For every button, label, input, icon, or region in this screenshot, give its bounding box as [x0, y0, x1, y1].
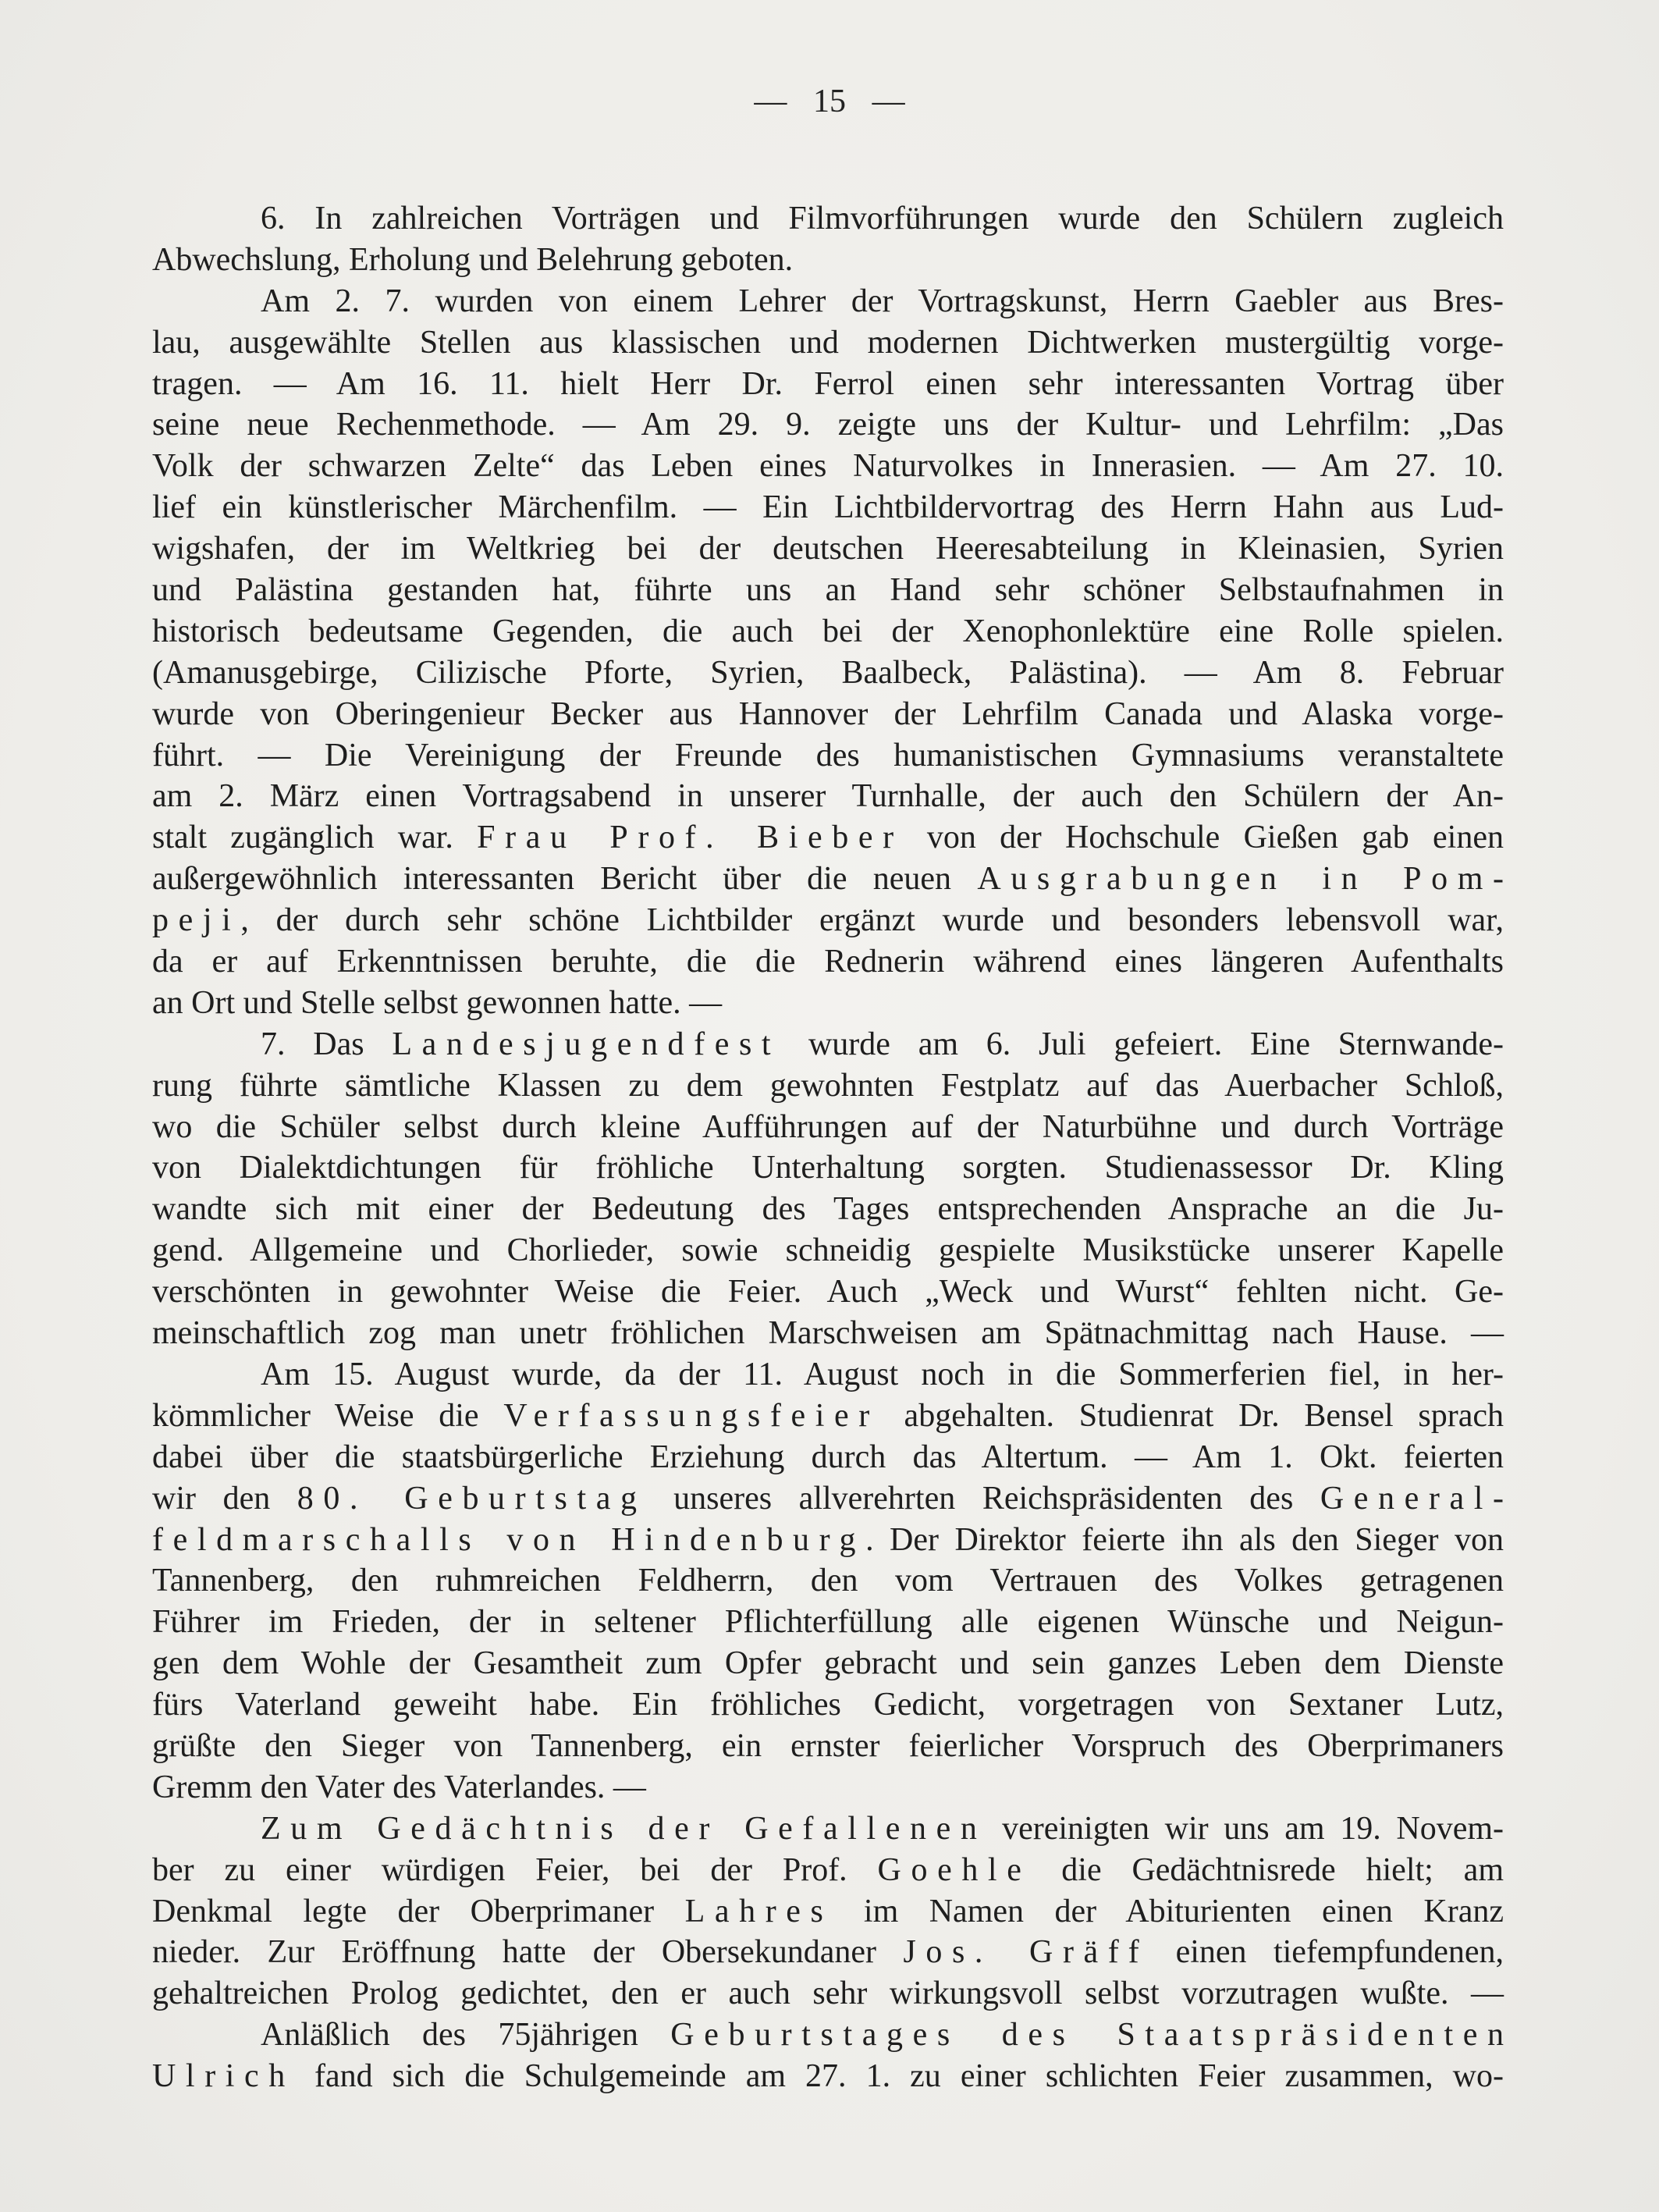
text-line	[152, 1808, 1504, 1850]
line-content	[261, 1811, 1504, 1847]
line-content	[261, 2017, 1514, 2054]
text-line	[152, 1560, 1504, 1602]
text-segment: seine neue Rechenmethode. — Am 29. 9. zeigte uns der Kultur- und Lehrfilm: „Das	[152, 407, 1504, 443]
line-content	[152, 1563, 1504, 1599]
text-segment: Tannenberg, den ruhmreichen Feldherrn, den vom Vertrauen des Volkes getragenen	[152, 1563, 1504, 1599]
paragraph	[152, 198, 1504, 281]
text-line	[152, 1602, 1504, 1643]
text-line	[152, 487, 1504, 528]
text-segment: dabei über die staatsbürgerliche Erziehung durch das Altertum. — Am 1. Okt. feierten	[152, 1439, 1504, 1475]
letterspaced-text: Ausgrabungen in Pom-	[977, 861, 1514, 898]
text-segment: Abwechslung, Erholung und Belehrung geboten.	[152, 241, 794, 278]
text-line	[152, 817, 1504, 859]
text-line	[152, 1932, 1504, 1973]
text-line	[152, 611, 1504, 653]
line-content	[152, 325, 1504, 361]
text-line	[152, 941, 1504, 983]
line-content	[261, 201, 1504, 236]
line-content	[261, 1357, 1504, 1392]
letterspaced-text: Geburtstages des Staatspräsidenten	[670, 2017, 1514, 2054]
letterspaced-text: Landesjugendfest	[392, 1026, 781, 1062]
paragraph	[152, 1024, 1504, 1354]
line-content	[152, 820, 1504, 855]
letterspaced-text: Goehle	[877, 1851, 1032, 1888]
letterspaced-text: 80. Geburtstag	[297, 1480, 647, 1517]
letterspaced-text: General-	[1320, 1480, 1514, 1517]
text-line	[152, 1189, 1504, 1230]
text-line	[152, 2056, 1504, 2097]
text-block	[152, 198, 1514, 2097]
text-line	[152, 1478, 1514, 1520]
letterspaced-text: Frau Prof. Bieber	[477, 820, 904, 856]
line-content	[152, 1728, 1504, 1764]
text-segment: Gremm den Vater des Vaterlandes. —	[152, 1769, 646, 1805]
letterspaced-text: peji	[152, 902, 241, 939]
text-line	[152, 1850, 1504, 1891]
line-content	[152, 407, 1504, 443]
text-segment: an Ort und Stelle selbst gewonnen hatte. —	[152, 984, 723, 1021]
paragraph	[152, 2015, 1514, 2097]
text-segment: tragen. — Am 16. 11. hielt Herr Dr. Ferrol einen sehr interessanten Vortrag über	[152, 365, 1504, 402]
text-segment: von Dialektdichtungen für fröhliche Unterhaltung sorgten. Studienassessor Dr. Kling	[152, 1150, 1504, 1186]
line-content	[152, 655, 1504, 691]
line-content	[152, 1068, 1504, 1104]
text-segment: unseres allverehrten Reichspräsidenten des	[646, 1480, 1320, 1517]
text-line	[152, 1891, 1504, 1933]
line-content	[152, 242, 793, 278]
text-line	[152, 446, 1504, 487]
text-line	[152, 1313, 1504, 1354]
text-line	[152, 1354, 1504, 1396]
text-line	[152, 1024, 1504, 1065]
text-segment: rung führte sämtliche Klassen zu dem gewohnten Festplatz auf das Auerbacher Schloß,	[152, 1067, 1504, 1104]
line-content	[152, 1109, 1504, 1145]
text-line	[152, 1271, 1504, 1313]
text-segment: ber zu einer würdigen Feier, bei der Prof.	[152, 1851, 878, 1888]
text-line	[152, 570, 1504, 611]
text-segment: einen tiefempfundenen,	[1149, 1934, 1504, 1971]
text-segment: am 2. März einen Vortragsabend in unserer Turnhalle, der auch den Schülern der An-	[152, 778, 1504, 815]
text-segment: führt. — Die Vereinigung der Freunde des humanistischen Gymnasiums veranstaltete	[152, 737, 1504, 773]
text-segment: da er auf Erkenntnissen beruhte, die die Rednerin während eines längeren Aufenthalts	[152, 944, 1504, 980]
line-content	[152, 1439, 1504, 1475]
line-content	[152, 1687, 1504, 1723]
line-content	[261, 1026, 1504, 1062]
text-segment: 7. Das	[261, 1026, 393, 1062]
line-content	[152, 489, 1504, 525]
text-segment: abgehalten. Studienrat Dr. Bensel sprach	[879, 1397, 1504, 1434]
text-line	[152, 2015, 1514, 2056]
text-segment: Denkmal legte der Oberprimaner	[152, 1893, 685, 1929]
line-content	[152, 1480, 1514, 1517]
text-segment: , der durch sehr schöne Lichtbilder ergänzt wurde und besonders lebensvoll war,	[240, 902, 1504, 939]
line-content	[152, 531, 1504, 567]
text-segment: 6. In zahlreichen Vorträgen und Filmvorführungen wurde den Schülern zugleich	[261, 201, 1504, 236]
text-segment: nieder. Zur Eröffnung hatte der Obersekundaner	[152, 1934, 904, 1971]
text-line	[152, 1437, 1504, 1478]
text-line	[152, 1520, 1504, 1561]
line-content	[152, 1398, 1504, 1434]
text-line	[152, 900, 1504, 941]
line-content	[152, 572, 1504, 608]
text-line	[152, 281, 1504, 322]
text-segment: wo die Schüler selbst durch kleine Aufführungen auf der Naturbühne und durch Vorträge	[152, 1108, 1504, 1145]
letterspaced-text: Verfassungsfeier	[503, 1397, 879, 1434]
text-line	[152, 1147, 1504, 1189]
letterspaced-text: Ulrich	[152, 2058, 295, 2095]
letterspaced-text: Zum Gedächtnis der Gefallenen	[261, 1810, 987, 1847]
line-content	[152, 1315, 1504, 1351]
text-segment: Volk der schwarzen Zelte“ das Leben eines Naturvolkes in Innerasien. — Am 27. 10.	[152, 448, 1504, 485]
line-content	[152, 2058, 1504, 2094]
text-segment: fürs Vaterland geweiht habe. Ein fröhliches Gedicht, vorgetragen von Sextaner Lutz,	[152, 1687, 1504, 1723]
text-line	[152, 859, 1514, 900]
text-line	[152, 983, 1504, 1024]
letterspaced-text: Jos. Gräff	[903, 1934, 1149, 1971]
text-segment: historisch bedeutsame Gegenden, die auch bei der Xenophonlektüre eine Rolle spielen.	[152, 613, 1504, 649]
line-content	[152, 944, 1504, 980]
text-segment: von der Hochschule Gießen gab einen	[903, 820, 1504, 856]
line-content	[152, 366, 1504, 402]
line-content	[152, 448, 1504, 484]
text-segment: kömmlicher Weise die	[152, 1397, 504, 1434]
text-line	[152, 322, 1504, 364]
text-segment: wigshafen, der im Weltkrieg bei der deutschen Heeresabteilung in Kleinasien, Syrien	[152, 531, 1504, 567]
line-content	[152, 696, 1504, 732]
text-segment: gen dem Wohle der Gesamtheit zum Opfer gebracht und sein ganzes Leben dem Dienste	[152, 1645, 1504, 1682]
text-segment: Am 15. August wurde, da der 11. August noch in die Sommerferien fiel, in her-	[261, 1356, 1504, 1392]
text-segment: gend. Allgemeine und Chorlieder, sowie schneidig gespielte Musikstücke unserer Kapelle	[152, 1232, 1504, 1269]
text-segment: lief ein künstlerischer Märchenfilm. — Ein Lichtbildervortrag des Herrn Hahn aus Lud-	[152, 489, 1504, 526]
text-segment: im Namen der Abiturienten einen Kranz	[833, 1893, 1504, 1929]
text-segment: wurde am 6. Juli gefeiert. Eine Sternwande-	[780, 1026, 1504, 1062]
text-line	[152, 1684, 1504, 1726]
text-line	[152, 1396, 1504, 1437]
line-content	[152, 1232, 1504, 1268]
text-segment: lau, ausgewählte Stellen aus klassischen und modernen Dichtwerken mustergültig vorge-	[152, 324, 1504, 361]
text-line	[152, 735, 1504, 777]
paragraph	[152, 1808, 1504, 2015]
line-content	[152, 1894, 1504, 1929]
line-content	[152, 1769, 646, 1805]
text-segment: wurde von Oberingenieur Becker aus Hannover der Lehrfilm Canada und Alaska vorge-	[152, 695, 1504, 732]
line-content	[152, 1604, 1504, 1640]
text-segment: . Der Direktor feierte ihn als den Sieger von	[865, 1521, 1504, 1558]
line-content	[152, 1934, 1504, 1970]
line-content	[152, 861, 1514, 898]
text-segment: verschönten in gewohnter Weise die Feier. Auch „Weck und Wurst“ fehlten nicht. Ge-	[152, 1274, 1504, 1310]
text-line	[152, 240, 1504, 281]
text-line	[152, 694, 1504, 735]
line-content	[152, 1852, 1504, 1888]
text-segment: (Amanusgebirge, Cilizische Pforte, Syrien, Baalbeck, Palästina). — Am 8. Februar	[152, 654, 1504, 691]
line-content	[261, 283, 1504, 319]
text-segment: Führer im Frieden, der in seltener Pflichterfüllung alle eigenen Wünsche und Neigun-	[152, 1604, 1504, 1641]
line-content	[152, 778, 1504, 814]
text-line	[152, 404, 1504, 446]
text-line	[152, 528, 1504, 570]
text-segment: Am 2. 7. wurden von einem Lehrer der Vortragskunst, Herrn Gaebler aus Bres-	[261, 283, 1504, 319]
letterspaced-text: Lahres	[684, 1893, 833, 1929]
line-content	[152, 985, 722, 1021]
line-content	[152, 1976, 1504, 2011]
text-segment: stalt zugänglich war.	[152, 820, 478, 856]
text-segment: vereinigten wir uns am 19. Novem-	[986, 1810, 1504, 1847]
text-segment: außergewöhnlich interessanten Bericht über die neuen	[152, 861, 978, 898]
text-segment: fand sich die Schulgemeinde am 27. 1. zu einer schlichten Feier zusammen, wo-	[294, 2058, 1504, 2095]
line-content	[152, 1150, 1504, 1186]
text-line	[152, 1767, 1504, 1808]
text-line	[152, 1643, 1504, 1684]
text-line	[152, 776, 1504, 817]
text-segment: wir den	[152, 1480, 297, 1517]
text-line	[152, 1107, 1504, 1148]
text-segment: grüßte den Sieger von Tannenberg, ein ernster feierlicher Vorspruch des Oberprimaners	[152, 1727, 1504, 1764]
text-segment: die Gedächtnisrede hielt; am	[1031, 1851, 1504, 1888]
text-line	[152, 1973, 1504, 2015]
text-segment: Anläßlich des 75jährigen	[261, 2017, 671, 2054]
text-segment: und Palästina gestanden hat, führte uns an Hand sehr schöner Selbstaufnahmen in	[152, 572, 1504, 609]
line-content	[152, 902, 1504, 938]
text-line	[152, 1726, 1504, 1767]
text-segment: meinschaftlich zog man unetr fröhlichen Marschweisen am Spätnachmittag nach Hause. —	[152, 1315, 1504, 1352]
page-number: — 15 —	[754, 84, 905, 119]
line-content	[152, 1645, 1504, 1681]
text-line	[152, 1065, 1504, 1107]
text-segment: wandte sich mit einer der Bedeutung des Tages entsprechenden Ansprache an die Ju-	[152, 1191, 1504, 1228]
paragraph	[152, 281, 1514, 1024]
text-line	[152, 198, 1504, 240]
letterspaced-text: feldmarschalls von Hindenburg	[152, 1521, 866, 1558]
line-content	[152, 613, 1504, 649]
text-segment: gehaltreichen Prolog gedichtet, den er auch sehr wirkungsvoll selbst vorzutragen wußte. —	[152, 1976, 1504, 2012]
text-line	[152, 1230, 1504, 1271]
text-line	[152, 653, 1504, 694]
line-content	[152, 1274, 1504, 1310]
text-line	[152, 364, 1504, 405]
line-content	[152, 1522, 1504, 1558]
line-content	[152, 1191, 1504, 1227]
paragraph	[152, 1354, 1514, 1808]
line-content	[152, 738, 1504, 773]
